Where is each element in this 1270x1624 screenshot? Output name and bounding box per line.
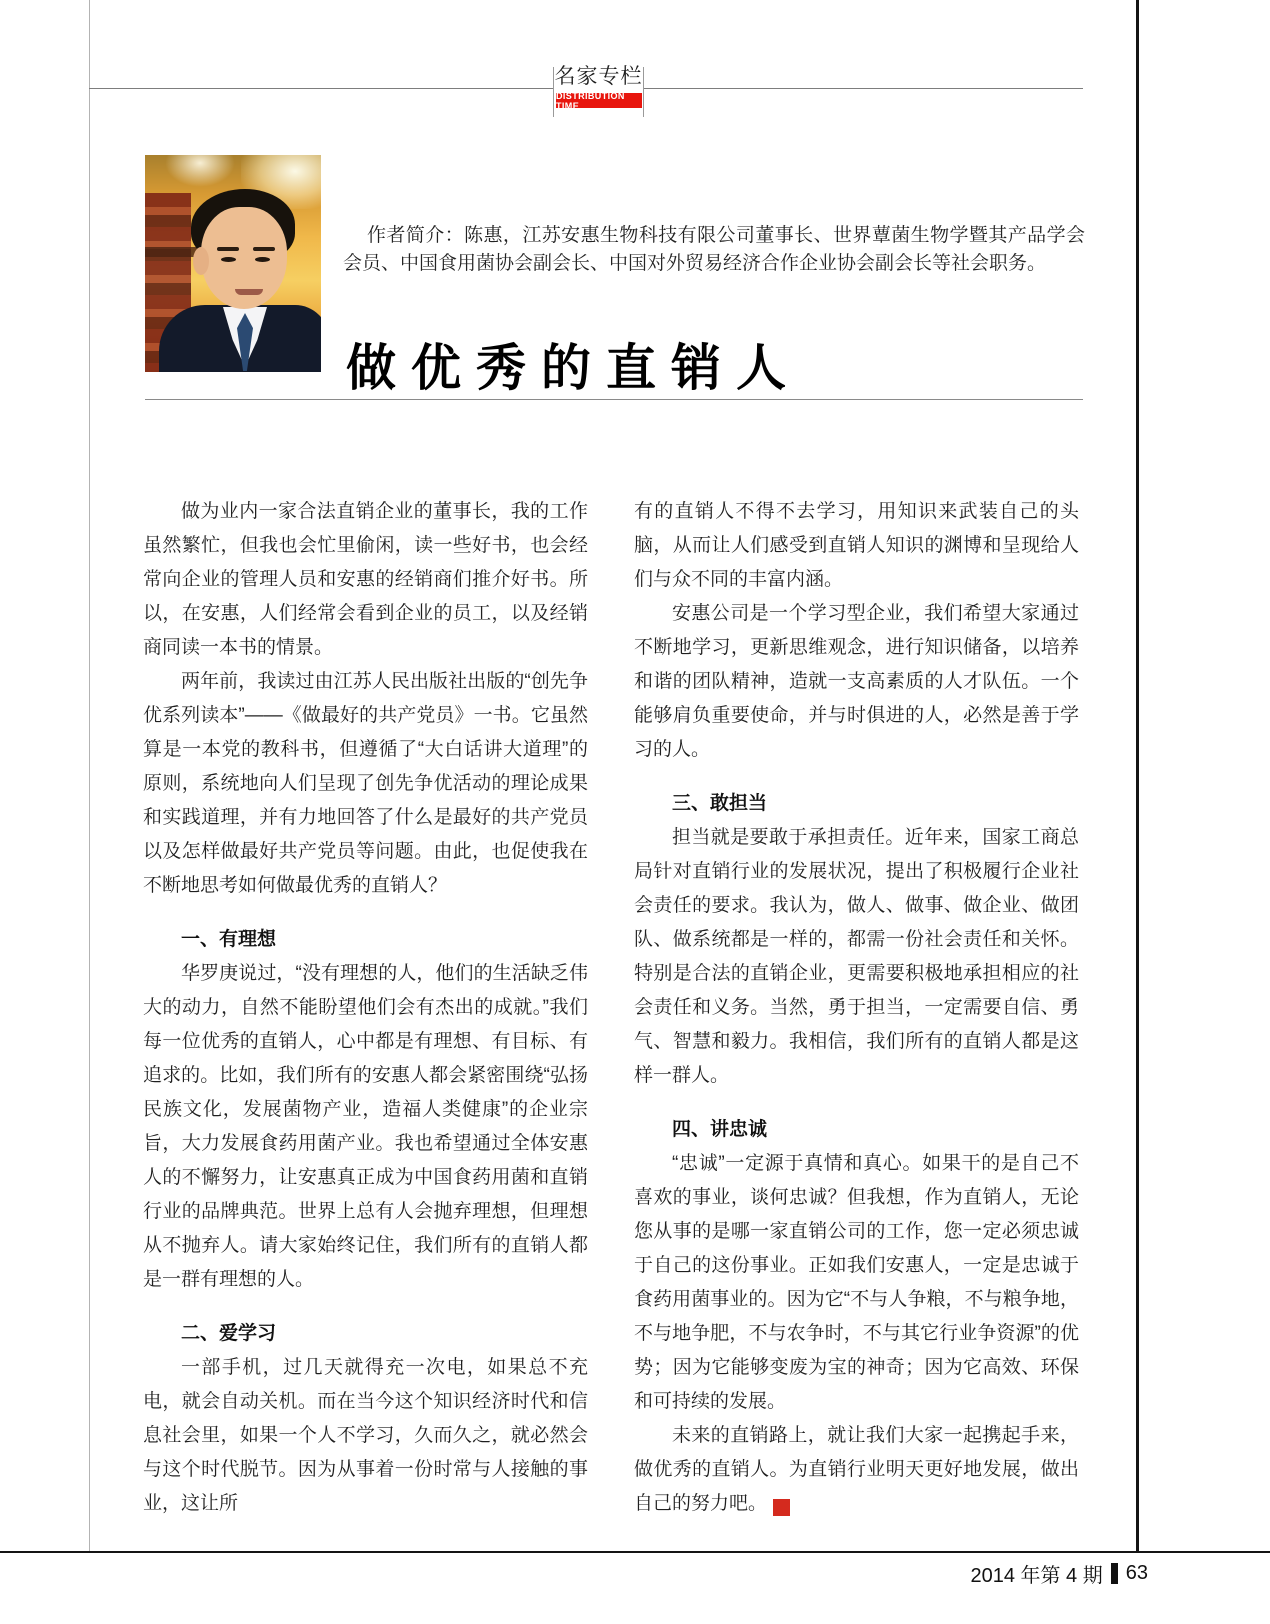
photo-eye [255,257,270,262]
photo-eyebrow [253,247,275,251]
article-right-column [634,495,1079,1521]
title-bottom-rule [145,399,1083,400]
article-paragraph: 华罗庚说过，“没有理想的人，他们的生活缺乏伟大的动力，自然不能盼望他们会有杰出的成就。”我们每一位优秀的直销人，心中都是有理想、有目标、有追求的。比如，我们所有的安惠人都会紧密围绕“弘扬民族文化，发展菌物产业，造福人类健康”的企业宗旨，大力发展食药用菌产业。我也希望通过全体安惠人的不懈努力，让安惠真正成为中国食药用菌和直销行业的品牌典范。世界上总有人会抛弃理想，但理想从不抛弃人。请大家始终记住，我们所有的直销人都是一群有理想的人。 [143,963,588,1290]
footer-rule [0,1551,1270,1553]
page-left-rule [89,0,90,1551]
article-paragraph: 安惠公司是一个学习型企业，我们希望大家通过不断地学习，更新思维观念，进行知识储备，以培养和谐的团队精神，造就一支高素质的人才队伍。一个能够肩负重要使命，并与时俱进的人，必然是善于学习的人。 [634,603,1079,760]
header-rule-right [643,88,1083,89]
page-footer [970,1560,1148,1586]
section-heading: 三、敢担当 [672,793,768,814]
section-heading: 一、有理想 [181,929,277,950]
article-paragraph: 担当就是要敢于承担责任。近年来，国家工商总局针对直销行业的发展状况，提出了积极履行企业社会责任的要求。我认为，做人、做事、做企业、做团队、做系统都是一样的，都需一份社会责任和关怀。特别是合法的直销企业，更需要积极地承担相应的社会责任和义务。当然，勇于担当，一定需要自信、勇气、智慧和毅力。我相信，我们所有的直销人都是这样一群人。 [634,827,1079,1086]
photo-eye [221,257,236,262]
article-paragraph: 一部手机，过几天就得充一次电，如果总不充电，就会自动关机。而在当今这个知识经济时代和信息社会里，如果一个人不学习，久而久之，就必然会与这个时代脱节。因为从事着一份时常与人接触的事业，这让所 [143,1357,588,1514]
article-left-column [143,495,588,1521]
header-rule-left [89,88,553,89]
column-title: 名家专栏 [554,65,643,88]
article-paragraph: 未来的直销路上，就让我们大家一起携起手来，做优秀的直销人。为直销行业明天更好地发展，做出自己的努力吧。 后 [634,1425,1079,1514]
section-heading: 二、爱学习 [181,1323,277,1344]
author-intro: 作者简介：陈惠，江苏安惠生物科技有限公司董事长、世界蕈菌生物学暨其产品学会会员、中国食用菌协会副会长、中国对外贸易经济合作企业协会副会长等社会职务。 [343,225,1085,274]
photo-eyebrow [217,247,239,251]
article-paragraph: 做为业内一家合法直销企业的董事长，我的工作虽然繁忙，但我也会忙里偷闲，读一些好书，也会经常向企业的管理人员和安惠的经销商们推介好书。所以，在安惠，人们经常会看到企业的员工，以及经销商同读一本书的情景。 [143,501,588,658]
photo-mouth [235,289,263,295]
article-end-mark-icon: 后 [773,1499,790,1516]
issue-label: 2014 年第 4 期 [970,1564,1103,1587]
section-heading: 四、讲忠诚 [672,1119,768,1140]
article-paragraph: “忠诚”一定源于真情和真心。如果干的是自己不喜欢的事业，谈何忠诚？但我想，作为直销人，无论您从事的是哪一家直销公司的工作，您一定必须忠诚于自己的这份事业。正如我们安惠人，一定是忠诚于食药用菌事业的。因为它“不与人争粮，不与粮争地，不与地争肥，不与农争时，不与其它行业争资源”的优势；因为它能够变废为宝的神奇；因为它高效、环保和可持续的发展。 [634,1153,1079,1412]
photo-ear [193,247,209,275]
photo-ceiling-light [165,155,235,187]
article-paragraph: 两年前，我读过由江苏人民出版社出版的“创先争优系列读本”——《做最好的共产党员》一书。它虽然算是一本党的教科书，但遵循了“大白话讲大道理”的原则，系统地向人们呈现了创先争优活动的理论成果和实践道理，并有力地回答了什么是最好的共产党员以及怎样做最好共产党员等问题。由此，也促使我在不断地思考如何做最优秀的直销人？ [143,671,588,896]
page-number: 63 [1125,1561,1148,1584]
author-photo [145,155,321,372]
footer-divider-bar [1111,1563,1118,1584]
page-right-rule [1136,0,1139,1551]
distribution-time-badge: DISTRIBUTION TIME [556,93,642,108]
article-paragraph: 有的直销人不得不去学习，用知识来武装自己的头脑，从而让人们感受到直销人知识的渊博和呈现给人们与众不同的丰富内涵。 [634,501,1079,590]
article-title: 做优秀的直销人 [346,339,801,396]
